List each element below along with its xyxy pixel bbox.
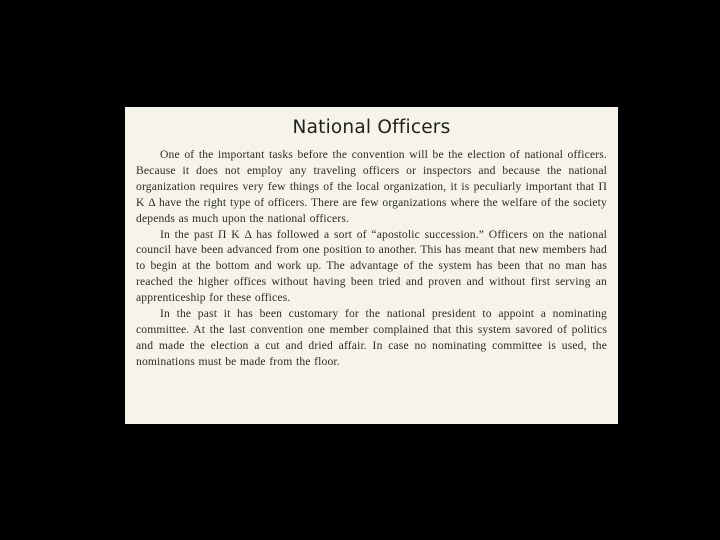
paragraph-election: One of the important tasks before the convention will be the election of national officers. Because it does not employ any traveling officers or inspectors and because the national organization requires very few things of the local organization, it is peculiarly important that Π K Δ have the right type of officers. There are few organizations where the welfare of the society depends as much upon the national officers. [136,148,607,225]
paragraph-succession: In the past Π K Δ has followed a sort of “apostolic succession.” Officers on the national council have been advanced from one position to another. This has meant that new members had to begin at the bottom and work up. The advantage of the system has been that no man has reached the higher offices without having been tried and proven and without first serving an apprenticeship for these offices. [136,227,607,305]
paragraph-nominating: In the past it has been customary for the national president to appoint a nominating committee. At the last convention one member complained that this system savored of politics and made the election a cut and dried affair. In case no nominating committee is used, the nominations must be made from the floor. [136,307,607,368]
page-title: National Officers [292,117,451,138]
scanned-page [125,107,618,424]
